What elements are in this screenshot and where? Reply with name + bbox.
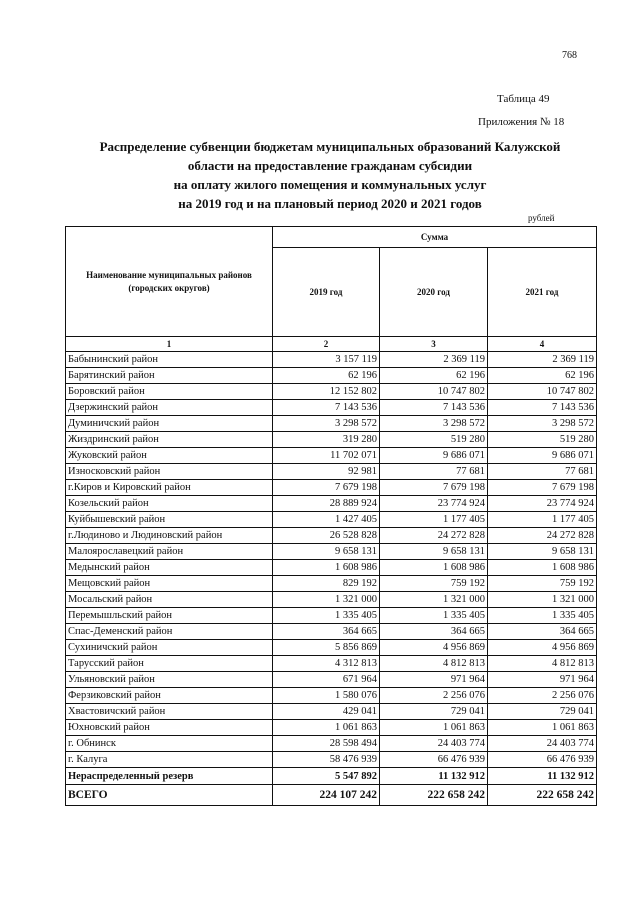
total-2021: 222 658 242: [488, 785, 597, 806]
value-2020: 4 812 813: [380, 656, 488, 672]
value-2021: 364 665: [488, 624, 597, 640]
municipality-name: Жиздринский район: [66, 432, 273, 448]
value-2020: 729 041: [380, 704, 488, 720]
value-2021: 7 679 198: [488, 480, 597, 496]
municipality-name: Мещовский район: [66, 576, 273, 592]
municipality-name: Перемышльский район: [66, 608, 273, 624]
value-2019: 28 598 494: [273, 736, 380, 752]
table-row: [66, 512, 597, 528]
header-municipality: Наименование муниципальных районов (городских округов): [66, 227, 273, 337]
value-2020: 24 272 828: [380, 528, 488, 544]
value-2019: 1 608 986: [273, 560, 380, 576]
value-2021: 1 335 405: [488, 608, 597, 624]
value-2021: 62 196: [488, 368, 597, 384]
municipality-name: Жуковский район: [66, 448, 273, 464]
reserve-label: Нераспределенный резерв: [66, 768, 273, 785]
title-line: области на предоставление гражданам субсидии: [187, 158, 473, 173]
municipality-name: Боровский район: [66, 384, 273, 400]
value-2020: 2 256 076: [380, 688, 488, 704]
municipality-name: г. Обнинск: [66, 736, 273, 752]
value-2020: 759 192: [380, 576, 488, 592]
value-2019: 7 679 198: [273, 480, 380, 496]
page-number: 768: [562, 50, 577, 61]
table-row: [66, 528, 597, 544]
value-2021: 4 956 869: [488, 640, 597, 656]
reserve-2021: 11 132 912: [488, 768, 597, 785]
value-2020: 971 964: [380, 672, 488, 688]
value-2020: 66 476 939: [380, 752, 488, 768]
column-number: 2: [273, 337, 380, 352]
value-2019: 4 312 813: [273, 656, 380, 672]
value-2019: 92 981: [273, 464, 380, 480]
total-label: ВСЕГО: [66, 785, 273, 806]
table-row: [66, 560, 597, 576]
table-row: [66, 624, 597, 640]
municipality-name: Износковский район: [66, 464, 273, 480]
value-2020: 519 280: [380, 432, 488, 448]
reserve-2019: 5 547 892: [273, 768, 380, 785]
table-row: [66, 416, 597, 432]
value-2019: 28 889 924: [273, 496, 380, 512]
table-row: [66, 704, 597, 720]
value-2020: 1 608 986: [380, 560, 488, 576]
value-2019: 829 192: [273, 576, 380, 592]
currency-unit: рублей: [528, 213, 555, 223]
table-row: [66, 672, 597, 688]
value-2019: 364 665: [273, 624, 380, 640]
table-row: [66, 688, 597, 704]
column-number: 3: [380, 337, 488, 352]
table-row: [66, 720, 597, 736]
title-line: Распределение субвенции бюджетам муниципальных образований Калужской: [99, 139, 561, 154]
value-2021: 24 272 828: [488, 528, 597, 544]
value-2021: 66 476 939: [488, 752, 597, 768]
column-number: 1: [66, 337, 273, 352]
value-2019: 9 658 131: [273, 544, 380, 560]
value-2019: 58 476 939: [273, 752, 380, 768]
value-2020: 1 061 863: [380, 720, 488, 736]
municipality-name: Малоярославецкий район: [66, 544, 273, 560]
municipality-name: Сухиничский район: [66, 640, 273, 656]
header-year-2021: 2021 год: [488, 248, 597, 337]
municipality-name: г.Людиново и Людиновский район: [66, 528, 273, 544]
table-row: [66, 640, 597, 656]
value-2021: 7 143 536: [488, 400, 597, 416]
value-2020: 1 177 405: [380, 512, 488, 528]
table-row: [66, 736, 597, 752]
value-2021: 519 280: [488, 432, 597, 448]
value-2021: 23 774 924: [488, 496, 597, 512]
municipality-name: г.Киров и Кировский район: [66, 480, 273, 496]
value-2021: 24 403 774: [488, 736, 597, 752]
table-row: [66, 432, 597, 448]
municipality-name: Тарусский район: [66, 656, 273, 672]
table-body: [66, 352, 597, 768]
total-row: [66, 785, 597, 806]
value-2019: 671 964: [273, 672, 380, 688]
document-title: [60, 137, 600, 213]
title-line: на 2019 год и на плановый период 2020 и 2021 годов: [178, 196, 482, 211]
value-2019: 26 528 828: [273, 528, 380, 544]
value-2020: 62 196: [380, 368, 488, 384]
municipality-name: Хвастовичский район: [66, 704, 273, 720]
value-2019: 429 041: [273, 704, 380, 720]
reserve-2020: 11 132 912: [380, 768, 488, 785]
value-2021: 2 256 076: [488, 688, 597, 704]
value-2020: 7 679 198: [380, 480, 488, 496]
value-2021: 2 369 119: [488, 352, 597, 368]
value-2021: 759 192: [488, 576, 597, 592]
value-2019: 12 152 802: [273, 384, 380, 400]
municipality-name: Козельский район: [66, 496, 273, 512]
value-2020: 9 686 071: [380, 448, 488, 464]
header-year-2020: 2020 год: [380, 248, 488, 337]
value-2019: 3 157 119: [273, 352, 380, 368]
table-row: [66, 752, 597, 768]
value-2019: 1 580 076: [273, 688, 380, 704]
municipality-name: Ульяновский район: [66, 672, 273, 688]
municipality-name: Мосальский район: [66, 592, 273, 608]
table-row: [66, 592, 597, 608]
value-2020: 9 658 131: [380, 544, 488, 560]
value-2021: 1 061 863: [488, 720, 597, 736]
value-2021: 971 964: [488, 672, 597, 688]
table-row: [66, 544, 597, 560]
subvention-table-wrapper: [65, 226, 597, 806]
municipality-name: Барятинский район: [66, 368, 273, 384]
value-2019: 7 143 536: [273, 400, 380, 416]
table-row: [66, 464, 597, 480]
subvention-table: [65, 226, 597, 806]
value-2021: 729 041: [488, 704, 597, 720]
value-2021: 77 681: [488, 464, 597, 480]
value-2020: 1 321 000: [380, 592, 488, 608]
table-row: [66, 384, 597, 400]
municipality-name: Спас-Деменский район: [66, 624, 273, 640]
table-row: [66, 576, 597, 592]
value-2020: 77 681: [380, 464, 488, 480]
municipality-name: Юхновский район: [66, 720, 273, 736]
value-2019: 319 280: [273, 432, 380, 448]
table-row: [66, 656, 597, 672]
municipality-name: Медынский район: [66, 560, 273, 576]
municipality-name: Ферзиковский район: [66, 688, 273, 704]
value-2019: 1 335 405: [273, 608, 380, 624]
table-number: Таблица 49: [497, 93, 550, 105]
table-row: [66, 496, 597, 512]
value-2019: 3 298 572: [273, 416, 380, 432]
reserve-row: [66, 768, 597, 785]
value-2019: 5 856 869: [273, 640, 380, 656]
value-2020: 2 369 119: [380, 352, 488, 368]
value-2020: 24 403 774: [380, 736, 488, 752]
value-2021: 4 812 813: [488, 656, 597, 672]
value-2021: 9 658 131: [488, 544, 597, 560]
value-2021: 1 177 405: [488, 512, 597, 528]
value-2020: 10 747 802: [380, 384, 488, 400]
value-2020: 23 774 924: [380, 496, 488, 512]
table-row: [66, 480, 597, 496]
total-2020: 222 658 242: [380, 785, 488, 806]
value-2021: 10 747 802: [488, 384, 597, 400]
appendix-label: Приложения № 18: [478, 116, 565, 128]
value-2020: 364 665: [380, 624, 488, 640]
table-row: [66, 368, 597, 384]
value-2021: 9 686 071: [488, 448, 597, 464]
total-2019: 224 107 242: [273, 785, 380, 806]
municipality-name: Куйбышевский район: [66, 512, 273, 528]
value-2021: 1 608 986: [488, 560, 597, 576]
municipality-name: Дзержинский район: [66, 400, 273, 416]
table-row: [66, 400, 597, 416]
value-2021: 3 298 572: [488, 416, 597, 432]
column-number: 4: [488, 337, 597, 352]
header-sum: Сумма: [273, 227, 597, 248]
municipality-name: Думиничский район: [66, 416, 273, 432]
header-year-2019: 2019 год: [273, 248, 380, 337]
table-row: [66, 608, 597, 624]
table-row: [66, 448, 597, 464]
value-2019: 62 196: [273, 368, 380, 384]
title-line: на оплату жилого помещения и коммунальных услуг: [173, 177, 487, 192]
value-2020: 4 956 869: [380, 640, 488, 656]
municipality-name: Бабынинский район: [66, 352, 273, 368]
municipality-name: г. Калуга: [66, 752, 273, 768]
value-2019: 1 427 405: [273, 512, 380, 528]
value-2019: 1 321 000: [273, 592, 380, 608]
value-2021: 1 321 000: [488, 592, 597, 608]
value-2020: 1 335 405: [380, 608, 488, 624]
value-2020: 3 298 572: [380, 416, 488, 432]
value-2019: 11 702 071: [273, 448, 380, 464]
value-2019: 1 061 863: [273, 720, 380, 736]
table-row: [66, 352, 597, 368]
value-2020: 7 143 536: [380, 400, 488, 416]
